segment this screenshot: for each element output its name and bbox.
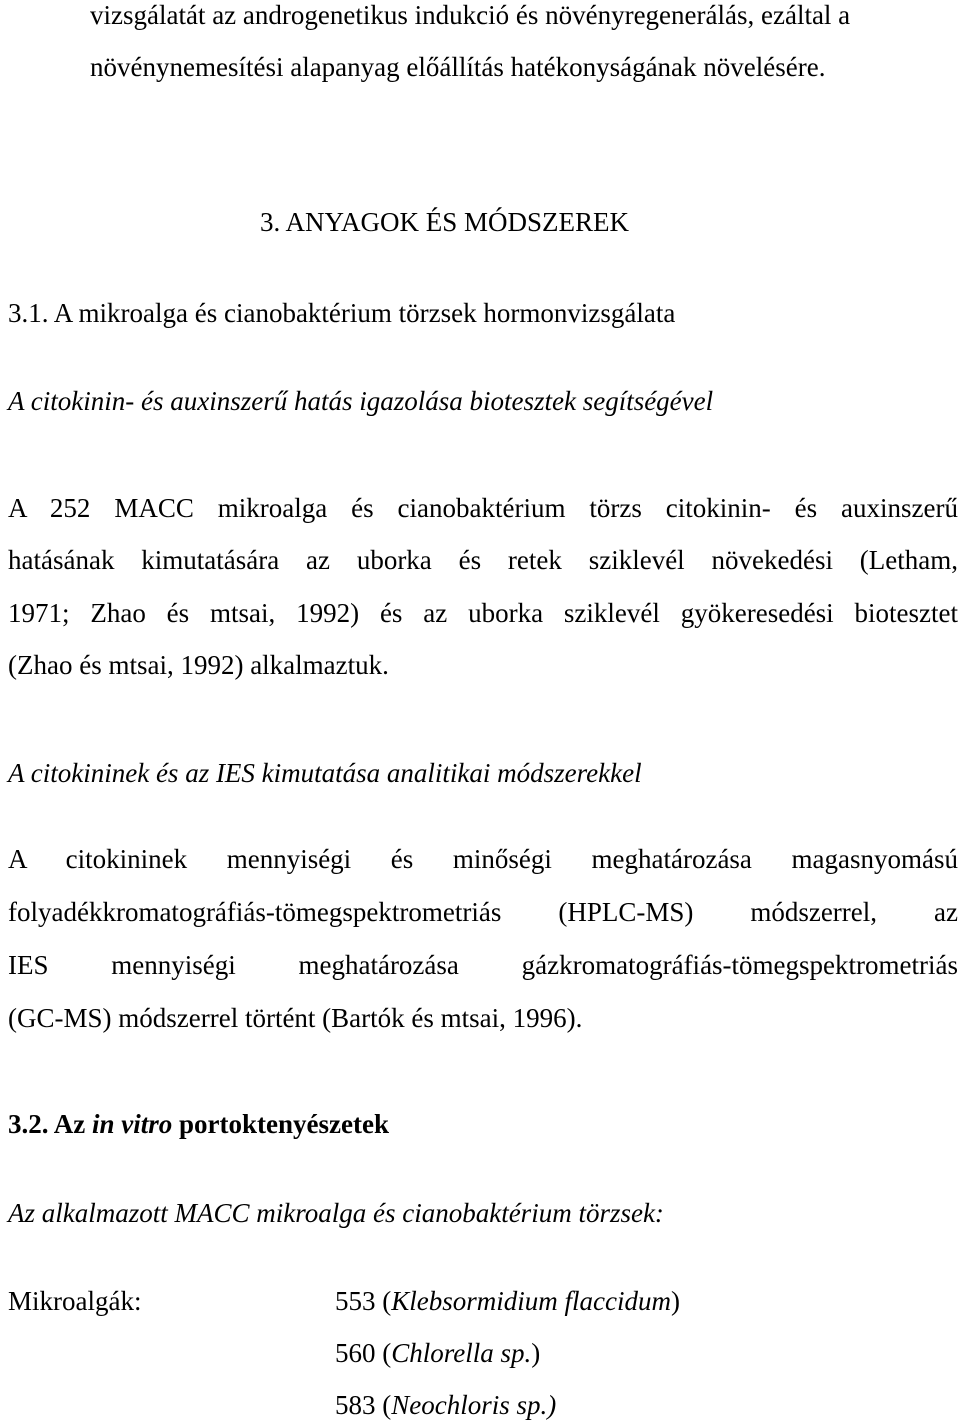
strain-name: Neochloris sp.) [391, 1390, 557, 1420]
intro-line-1: vizsgálatát az androgenetikus indukció és növényregenerálás, ezáltal a [90, 0, 851, 30]
paragraph-1-line-4: (Zhao és mtsai, 1992) alkalmaztuk. [8, 650, 389, 680]
subsection-3-2-italic: in vitro [92, 1109, 173, 1139]
subsection-heading-3-1: 3.1. A mikroalga és cianobaktérium törzsek hormonvizsgálata [8, 298, 676, 328]
strain-code: 560 [335, 1338, 376, 1368]
strain-code: 583 [335, 1390, 376, 1420]
paragraph-2-line-3: IES mennyiségi meghatározása gázkromatográfiás-tömegspektrometriás [8, 950, 958, 980]
strain-close: ) [531, 1338, 541, 1368]
strain-code: 553 [335, 1286, 376, 1316]
strain-name: Chlorella sp. [391, 1338, 532, 1368]
strains-label: Mikroalgák: [8, 1286, 142, 1316]
section-heading: 3. ANYAGOK ÉS MÓDSZEREK [260, 207, 630, 237]
strain-name: Klebsormidium flaccidum [391, 1286, 671, 1316]
subsection-3-2-suffix: portoktenyészetek [172, 1109, 389, 1139]
strain-item: 583 (Neochloris sp.) [335, 1390, 557, 1420]
intro-line-2: növénynemesítési alapanyag előállítás hatékonyságának növelésére. [90, 52, 826, 82]
subsection-3-2-prefix: 3.2. Az [8, 1109, 92, 1139]
paragraph-1-line-3: 1971; Zhao és mtsai, 1992) és az uborka sziklevél gyökeresedési biotesztet [8, 598, 958, 628]
subsection-heading-3-2 [8, 1107, 389, 1141]
paragraph-2-line-2: folyadékkromatográfiás-tömegspektrometriás (HPLC-MS) módszerrel, az [8, 897, 958, 927]
italic-heading-bioassay: A citokinin- és auxinszerű hatás igazolása biotesztek segítségével [8, 386, 714, 416]
paragraph-1-line-1: A 252 MACC mikroalga és cianobaktérium törzs citokinin- és auxinszerű [8, 493, 958, 523]
strain-item: 553 (Klebsormidium flaccidum) [335, 1286, 680, 1316]
italic-heading-strains: Az alkalmazott MACC mikroalga és cianobaktérium törzsek: [8, 1198, 664, 1228]
strain-item: 560 (Chlorella sp.) [335, 1338, 541, 1368]
strain-close: ) [670, 1286, 680, 1316]
paragraph-2-line-1: A citokininek mennyiségi és minőségi meghatározása magasnyomású [8, 844, 958, 874]
paragraph-1-line-2: hatásának kimutatására az uborka és retek sziklevél növekedési (Letham, [8, 545, 958, 575]
paragraph-2-line-4: (GC-MS) módszerrel történt (Bartók és mtsai, 1996). [8, 1003, 583, 1033]
italic-heading-analytics: A citokininek és az IES kimutatása analitikai módszerekkel [8, 758, 642, 788]
